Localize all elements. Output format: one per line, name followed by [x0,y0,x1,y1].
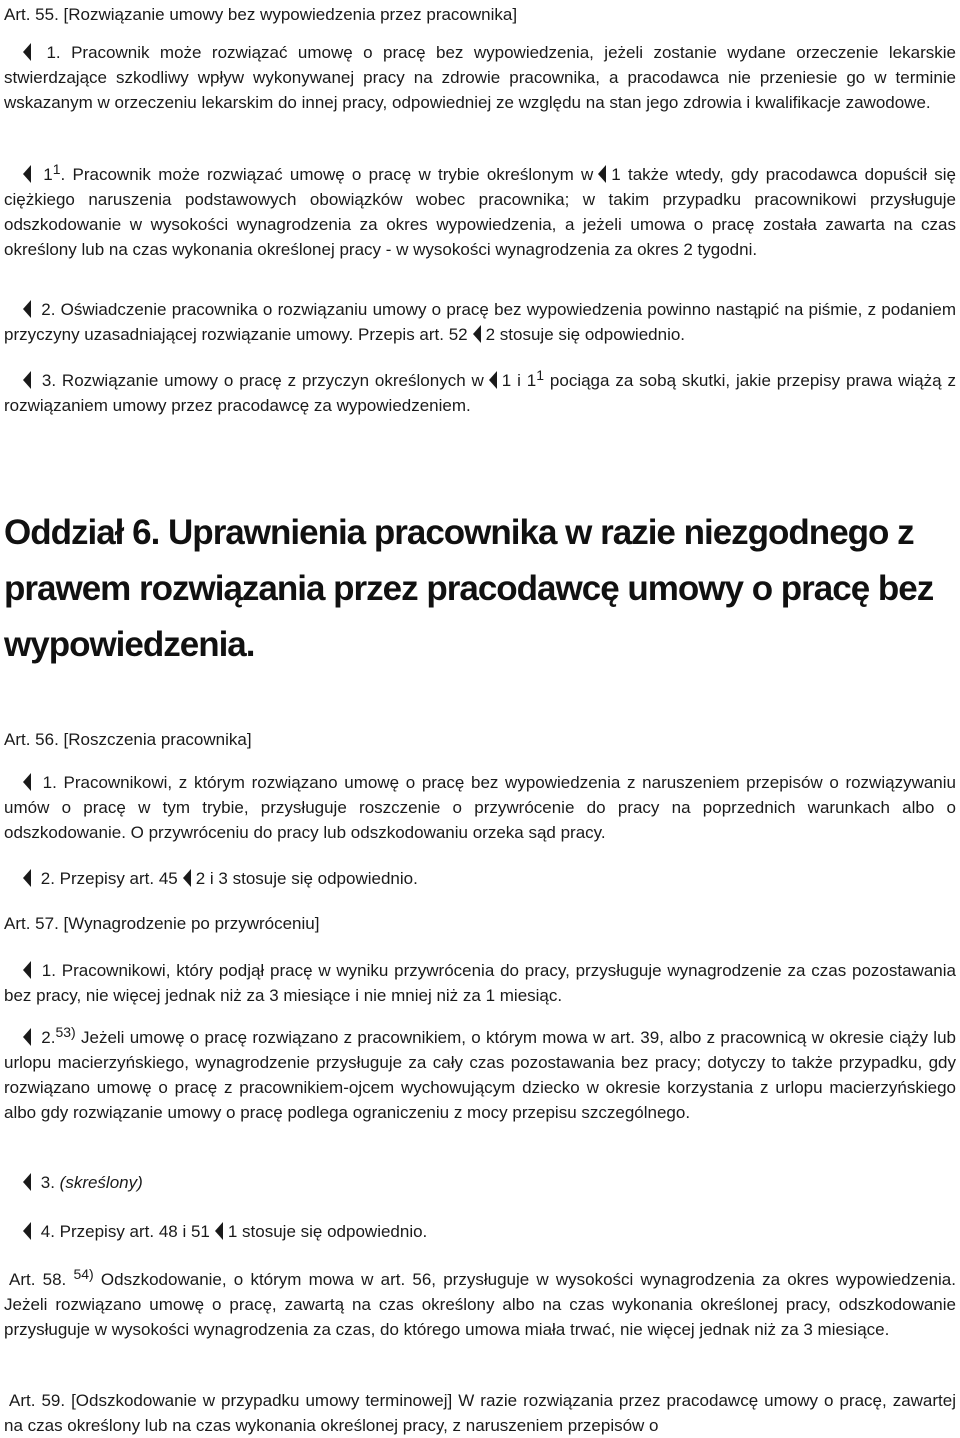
section-sign-icon [472,324,482,344]
art57-para-1: 1. Pracownikowi, który podjął pracę w wyniku przywrócenia do pracy, przysługuje wynagrodzenie za czas pozostawania bez pracy, nie więcej jednak niż za 3 miesiące i nie mniej niż za 1 miesiąc. [4,961,956,1005]
section-sign-icon [22,164,32,184]
art56-para-2: 2. Przepisy art. 45 2 i 3 stosuje się odpowiednio. [4,866,956,891]
article-57-title: Art. 57. [Wynagrodzenie po przywróceniu] [4,914,320,933]
art55-para-2: 2. Oświadczenie pracownika o rozwiązaniu umowy o pracę bez wypowiedzenia powinno nastąpić na piśmie, z podaniem przyczyny uzasadniającej rozwiązanie umowy. Przepis art. 52 2 stosuje się odpowiednio. [4,300,956,344]
article-55-title: Art. 55. [Rozwiązanie umowy bez wypowiedzenia przez pracownika] [4,5,518,24]
section-sign-icon [22,772,32,792]
section-sign-icon [22,1027,32,1047]
art58-para: Art. 58. $^{54)}$ Odszkodowanie, o którym mowa w art. 56, przysługuje w wysokości wynagrodzenia za okres wypowiedzenia. Jeżeli rozwiązano umowę o pracę, zawartą na czas określony albo na czas wykonania określonej pracy, odszkodowanie przysługuje w wysokości wynagrodzenia za czas, do którego umowa miała trwać, nie więcej jednak niż za 3 miesiące. [4,1266,956,1339]
art55-para-1: 1. Pracownik może rozwiązać umowę o pracę bez wypowiedzenia, jeżeli zostanie wydane orzeczenie lekarskie stwierdzające szkodliwy wpływ wykonywanej pracy na zdrowie pracownika, a pracodawca nie przeniesie go w terminie wskazanym w orzeczeniu lekarskim do innej pracy, odpowiedniej ze względu na stan jego zdrowia i kwalifikacje zawodowe. [4,43,956,112]
section-sign-icon [22,960,32,980]
section-sign-icon [214,1221,224,1241]
art55-para-1-1: $1^1$. Pracownik może rozwiązać umowę o pracę w trybie określonym w 1 także wtedy, gdy pracodawca dopuścił się ciężkiego naruszenia podstawowych obowiązków wobec pracownika; w takim przypadku pracownikowi przysługuje odszkodowanie w wysokości wynagrodzenia za okres wypowiedzenia, a jeżeli umowa o pracę została zawarta na czas określony lub na czas wykonania określonej pracy - w wysokości wynagrodzenia za okres 2 tygodni. [4,161,956,259]
section-sign-icon [182,868,192,888]
section-sign-icon [22,1221,32,1241]
section-sign-icon [488,370,498,390]
section-sign-icon [22,42,32,62]
art55-para-3: 3. Rozwiązanie umowy o pracę z przyczyn określonych w 1 i $1^1$ pociąga za sobą skutki, jakie przepisy prawa wiążą z rozwiązaniem umowy przez pracodawcę za wypowiedzeniem. [4,367,956,415]
art57-para-2: 2.$^{53)}$ Jeżeli umowę o pracę rozwiązano z pracownikiem, o którym mowa w art. 39, albo z pracownicą w okresie ciąży lub urlopu macierzyńskiego, wynagrodzenie przysługuje za cały czas pozostawania bez pracy; dotyczy to także przypadku, gdy rozwiązano umowę o pracę z pracownikiem-ojcem wychowującym dziecko w okresie korzystania z urlopu macierzyńskiego albo gdy rozwiązanie umowy o pracę podlega ograniczeniu z mocy przepisu szczególnego. [4,1024,956,1122]
section-sign-icon [22,868,32,888]
section-sign-icon [22,1172,32,1192]
section-sign-icon [22,299,32,319]
art57-para-3: 3. (skreślony) [4,1170,956,1195]
art57-para-4: 4. Przepisy art. 48 i 51 1 stosuje się odpowiednio. [4,1219,956,1244]
art56-para-1: 1. Pracownikowi, z którym rozwiązano umowę o pracę bez wypowiedzenia z naruszeniem przepisów o rozwiązywaniu umów o pracę w tym trybie, przysługuje roszczenie o przywrócenie do pracy na poprzednich warunkach albo o odszkodowanie. O przywróceniu do pracy lub odszkodowaniu orzeka sąd pracy. [4,773,956,842]
article-56-title: Art. 56. [Roszczenia pracownika] [4,730,252,749]
section-sign-icon [22,370,32,390]
section-heading: Oddział 6. Uprawnienia pracownika w razie niezgodnego z prawem rozwiązania przez pracodawcę umowy o pracę bez wypowiedzenia. [4,513,934,664]
section-sign-icon [597,164,607,184]
art59-para: Art. 59. [Odszkodowanie w przypadku umowy terminowej] W razie rozwiązania przez pracodawcę umowy o pracę, zawartej na czas określony lub na czas wykonania określonej pracy, z naruszeniem przepisów o [4,1391,956,1435]
